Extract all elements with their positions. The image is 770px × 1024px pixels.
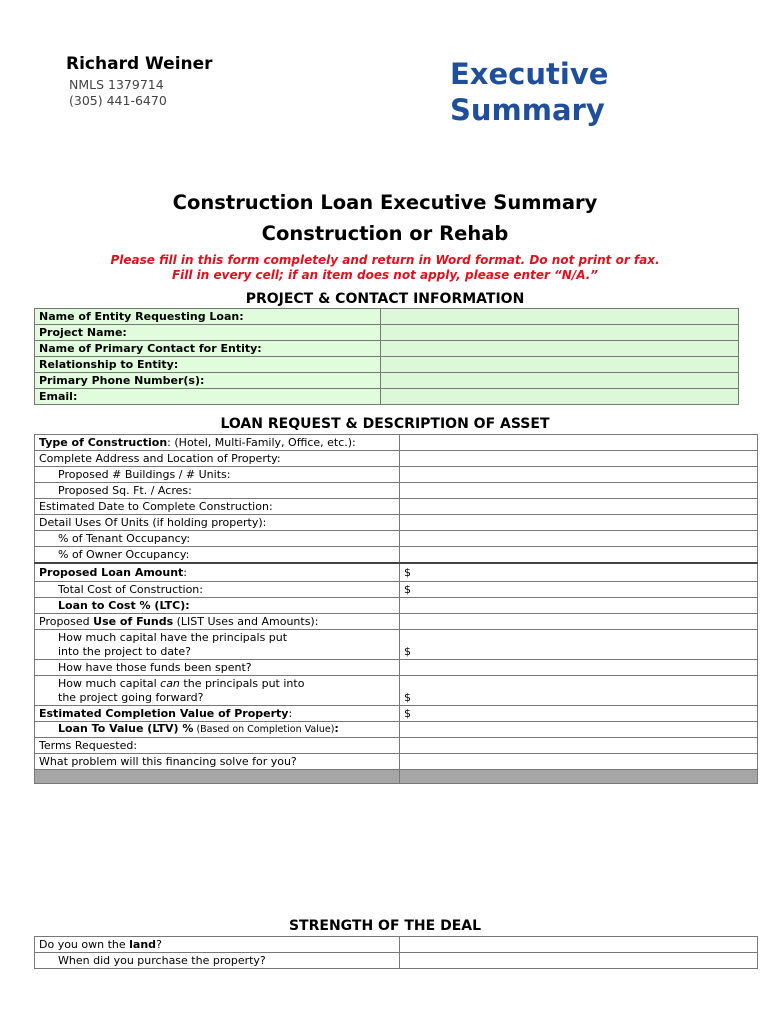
label-project-name: Project Name: <box>35 325 381 341</box>
label-type-of-construction: Type of Construction: (Hotel, Multi-Family, Office, etc.): <box>35 435 400 451</box>
broker-nmls: NMLS 1379714 <box>69 77 164 92</box>
label-relationship: Relationship to Entity: <box>35 357 381 373</box>
label-use-of-funds: Proposed Use of Funds (LIST Uses and Amounts): <box>35 614 400 630</box>
table-row <box>35 598 758 614</box>
table-row <box>35 582 758 598</box>
page-subtitle: Construction or Rehab <box>261 222 509 245</box>
field-project-name[interactable] <box>381 325 739 341</box>
field-purchase-date[interactable] <box>400 953 758 969</box>
field-sqft-acres[interactable] <box>400 483 758 499</box>
executive-summary-badge <box>450 56 608 128</box>
field-entity-name[interactable] <box>381 309 739 325</box>
table-footer-bar <box>35 770 758 784</box>
strength-table <box>34 936 758 969</box>
label-est-completion-date: Estimated Date to Complete Construction: <box>35 499 400 515</box>
table-row <box>35 373 739 389</box>
table-row <box>35 547 758 564</box>
table-row <box>35 953 758 969</box>
instructions-line-2: Fill in every cell; if an item does not apply, please enter “N/A.” <box>171 268 599 282</box>
table-row <box>35 754 758 770</box>
label-tenant-occupancy: % of Tenant Occupancy: <box>35 531 400 547</box>
label-email: Email: <box>35 389 381 405</box>
label-capital-forward: How much capital can the principals put into the project going forward? <box>35 676 400 706</box>
table-row <box>35 614 758 630</box>
badge-line-2: Summary <box>450 93 605 127</box>
field-problem-solved[interactable] <box>400 754 758 770</box>
table-row <box>35 467 758 483</box>
field-capital-to-date[interactable]: $ <box>400 630 758 660</box>
field-own-land[interactable] <box>400 937 758 953</box>
field-est-completion-date[interactable] <box>400 499 758 515</box>
label-owner-occupancy: % of Owner Occupancy: <box>35 547 400 564</box>
table-row <box>35 341 739 357</box>
label-detail-uses: Detail Uses Of Units (if holding property): <box>35 515 400 531</box>
field-primary-contact[interactable] <box>381 341 739 357</box>
field-ltv[interactable] <box>400 722 758 738</box>
label-entity-name: Name of Entity Requesting Loan: <box>35 309 381 325</box>
table-row <box>35 451 758 467</box>
label-loan-amount: Proposed Loan Amount: <box>35 563 400 582</box>
table-row <box>35 435 758 451</box>
instructions-line-1: Please fill in this form completely and return in Word format. Do not print or fax. <box>110 253 660 267</box>
field-relationship[interactable] <box>381 357 739 373</box>
table-row <box>35 630 758 660</box>
label-total-cost: Total Cost of Construction: <box>35 582 400 598</box>
label-sqft-acres: Proposed Sq. Ft. / Acres: <box>35 483 400 499</box>
gray-bar-right <box>400 770 758 784</box>
section-heading-loan: LOAN REQUEST & DESCRIPTION OF ASSET <box>220 416 550 432</box>
field-loan-amount[interactable]: $ <box>400 563 758 582</box>
field-ltc[interactable] <box>400 598 758 614</box>
field-total-cost[interactable]: $ <box>400 582 758 598</box>
table-row <box>35 563 758 582</box>
field-email[interactable] <box>381 389 739 405</box>
field-use-of-funds[interactable] <box>400 614 758 630</box>
label-ltv: Loan To Value (LTV) % (Based on Completion Value): <box>35 722 400 738</box>
field-address[interactable] <box>400 451 758 467</box>
label-phone-numbers: Primary Phone Number(s): <box>35 373 381 389</box>
field-phone-numbers[interactable] <box>381 373 739 389</box>
broker-phone: (305) 441-6470 <box>69 93 167 108</box>
field-owner-occupancy[interactable] <box>400 547 758 564</box>
label-capital-to-date: How much capital have the principals put into the project to date? <box>35 630 400 660</box>
label-primary-contact: Name of Primary Contact for Entity: <box>35 341 381 357</box>
label-own-land: Do you own the land? <box>35 937 400 953</box>
field-capital-forward[interactable]: $ <box>400 676 758 706</box>
field-completion-value[interactable]: $ <box>400 706 758 722</box>
table-row <box>35 676 758 706</box>
label-completion-value: Estimated Completion Value of Property: <box>35 706 400 722</box>
project-contact-table <box>34 308 739 405</box>
page-title: Construction Loan Executive Summary <box>172 191 598 214</box>
field-tenant-occupancy[interactable] <box>400 531 758 547</box>
section-heading-project: PROJECT & CONTACT INFORMATION <box>245 291 525 307</box>
label-purchase-date: When did you purchase the property? <box>35 953 400 969</box>
table-row <box>35 309 739 325</box>
table-row <box>35 706 758 722</box>
field-funds-spent[interactable] <box>400 660 758 676</box>
table-row <box>35 515 758 531</box>
table-row <box>35 738 758 754</box>
table-row <box>35 722 758 738</box>
table-row <box>35 389 739 405</box>
gray-bar-left <box>35 770 400 784</box>
label-problem-solved: What problem will this financing solve for you? <box>35 754 400 770</box>
label-address: Complete Address and Location of Property: <box>35 451 400 467</box>
table-row <box>35 531 758 547</box>
field-buildings-units[interactable] <box>400 467 758 483</box>
label-terms-requested: Terms Requested: <box>35 738 400 754</box>
label-ltc: Loan to Cost % (LTC): <box>35 598 400 614</box>
table-row <box>35 660 758 676</box>
field-type-of-construction[interactable] <box>400 435 758 451</box>
label-funds-spent: How have those funds been spent? <box>35 660 400 676</box>
table-row <box>35 325 739 341</box>
table-row <box>35 483 758 499</box>
field-terms-requested[interactable] <box>400 738 758 754</box>
badge-line-1: Executive <box>450 57 609 91</box>
label-buildings-units: Proposed # Buildings / # Units: <box>35 467 400 483</box>
loan-request-table <box>34 434 758 784</box>
table-row <box>35 937 758 953</box>
field-detail-uses[interactable] <box>400 515 758 531</box>
table-row <box>35 357 739 373</box>
section-heading-strength: STRENGTH OF THE DEAL <box>288 918 482 934</box>
broker-name: Richard Weiner <box>66 54 213 74</box>
table-row <box>35 499 758 515</box>
